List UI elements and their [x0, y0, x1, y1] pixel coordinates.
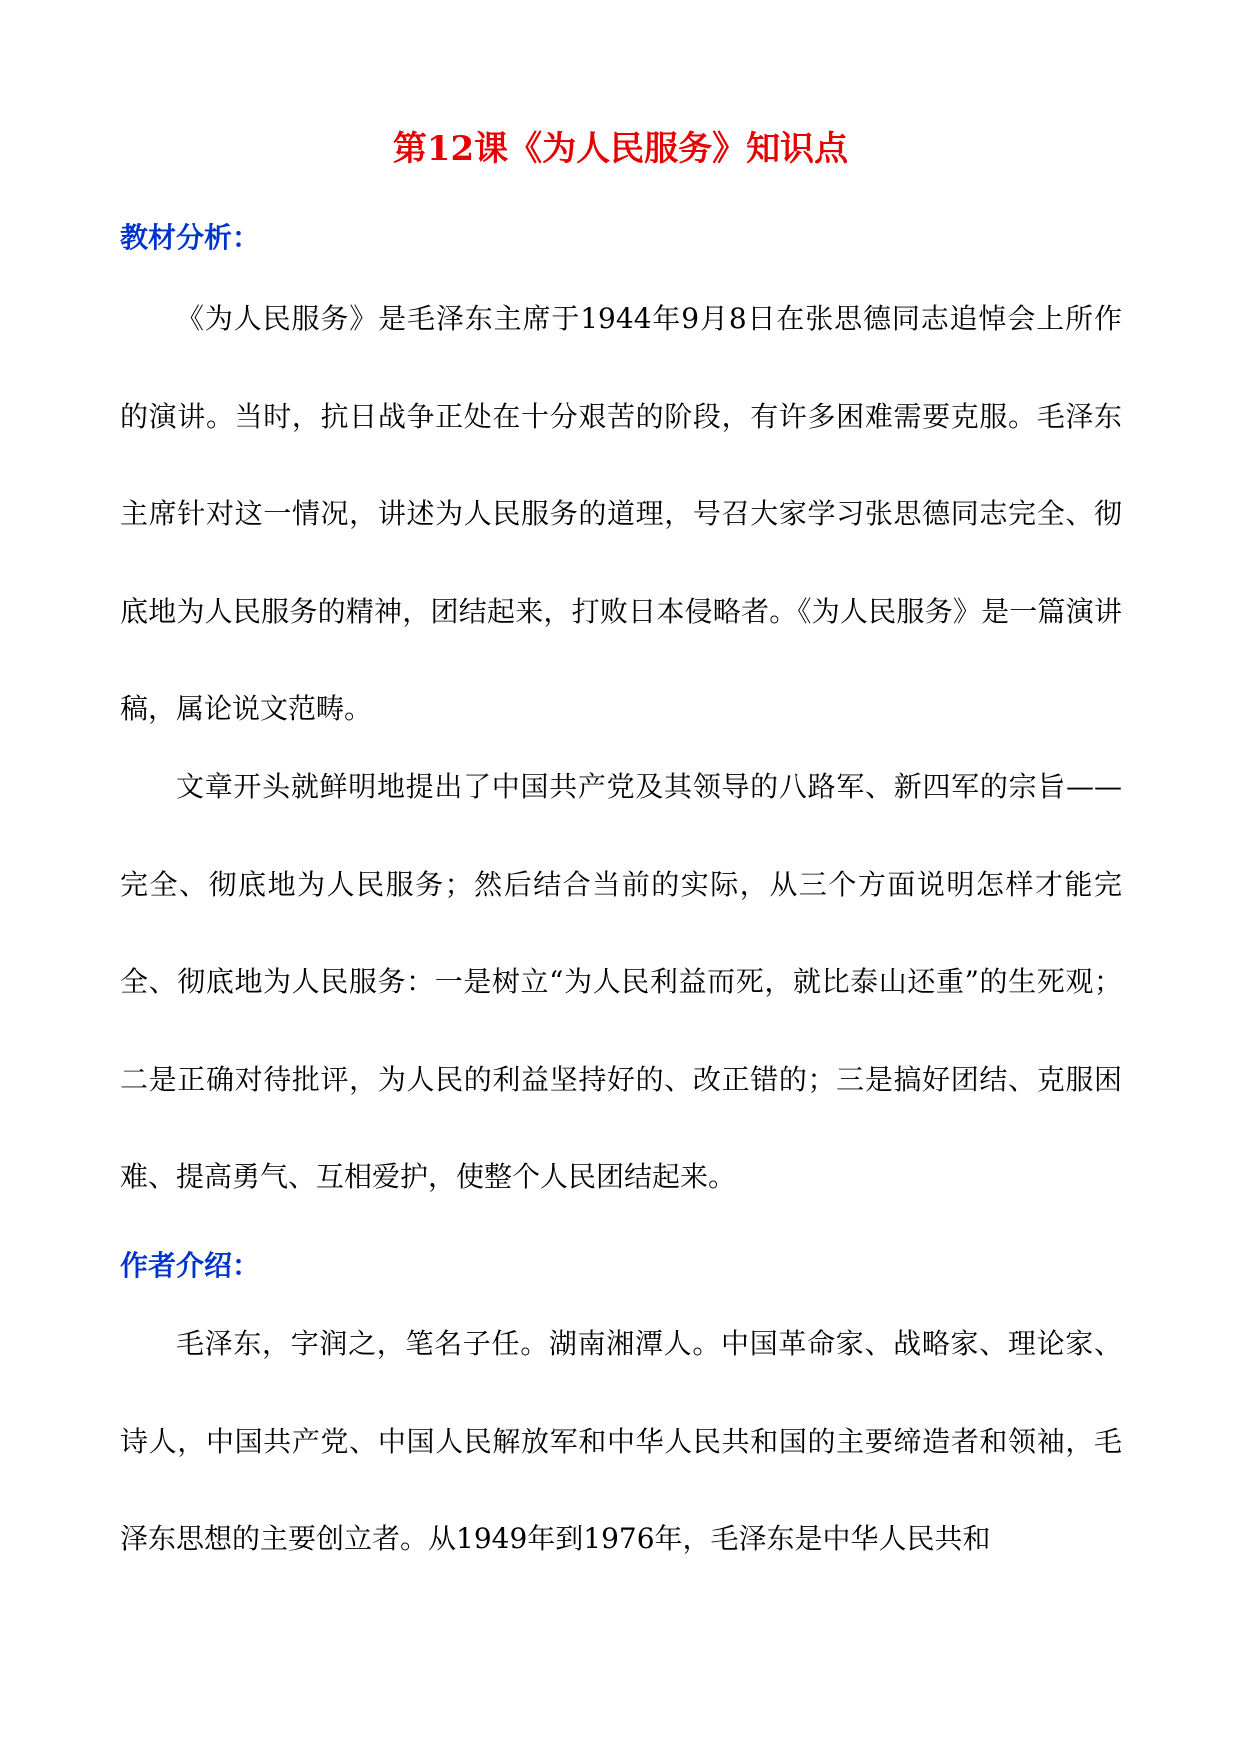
page-title: 第12课《为人民服务》知识点 — [392, 129, 849, 169]
section-heading-textbook-analysis: 教材分析： — [120, 221, 261, 254]
paragraph-analysis-2: 文章开头就鲜明地提出了中国共产党及其领导的八路军、新四军的宗旨——完全、彻底地为人民服务；然后结合当前的实际，从三个方面说明怎样才能完全、彻底地为人民服务：一是树立“为人民利益而死，就比泰山还重”的生死观；二是正确对待批评，为人民的利益坚持好的、改正错的；三是搞好团结、克服困难、提高勇气、互相爱护，使整个人民团结起来。 — [120, 770, 1122, 1193]
paragraph-analysis-1: 《为人民服务》是毛泽东主席于1944年9月8日在张思德同志追悼会上所作的演讲。当时，抗日战争正处在十分艰苦的阶段，有许多困难需要克服。毛泽东主席针对这一情况，讲述为人民服务的道理，号召大家学习张思德同志完全、彻底地为人民服务的精神，团结起来，打败日本侵略者。《为人民服务》是一篇演讲稿，属论说文范畴。 — [120, 302, 1122, 725]
section-heading-author-intro: 作者介绍： — [120, 1249, 261, 1282]
paragraph-author-1: 毛泽东，字润之，笔名子任。湖南湘潭人。中国革命家、战略家、理论家、诗人，中国共产党、中国人民解放军和中华人民共和国的主要缔造者和领袖，毛泽东思想的主要创立者。从1949年到1976年，毛泽东是中华人民共和 — [120, 1327, 1122, 1555]
